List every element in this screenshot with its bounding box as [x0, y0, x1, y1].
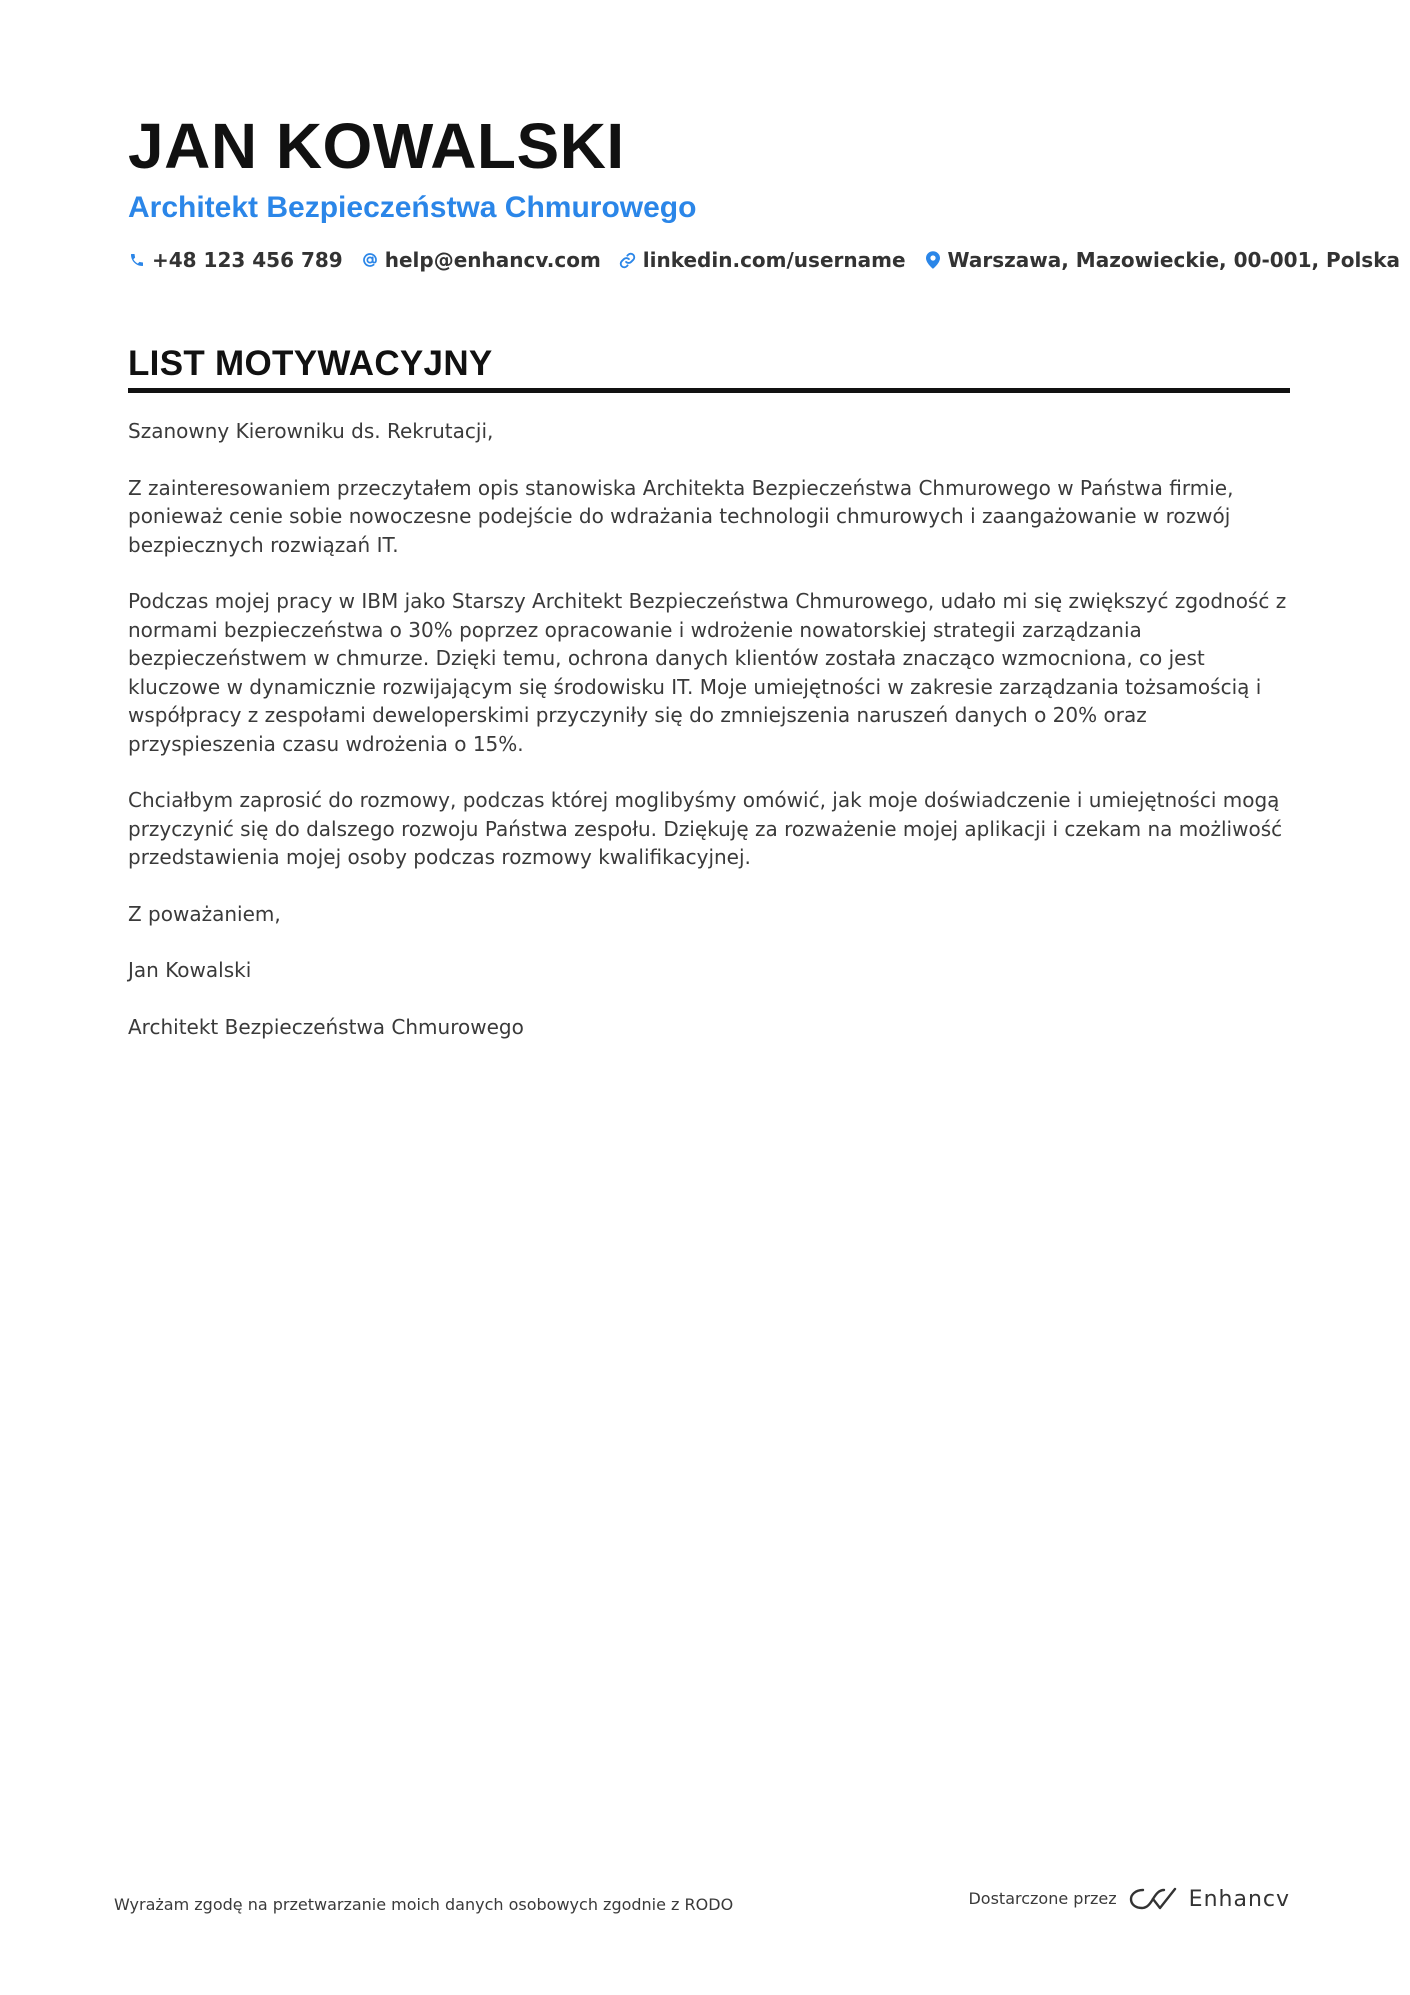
contact-location	[924, 246, 1401, 274]
letter-paragraph-2: Podczas mojej pracy w IBM jako Starszy Architekt Bezpieczeństwa Chmurowego, udało mi się zwiększyć zgodność z normami bezpieczeństwa o 30% poprzez opracowanie i wdrożenie nowatorskiej strategii zarządzania bezpieczeństwem w chmurze. Dzięki temu, ochrona danych klientów została znacząco wzmocniona, co jest kluczowe w dynamicznie rozwijającym się środowisku IT. Moje umiejętności w zakresie zarządzania tożsamością i współpracy z zespołami deweloperskimi przyczyniły się do zmniejszenia naruszeń danych o 20% oraz przyspieszenia czasu wdrożenia o 15%.	[128, 589, 1287, 756]
contact-email	[361, 246, 601, 274]
gdpr-consent-note: Wyrażam zgodę na przetwarzanie moich danych osobowych zgodnie z RODO	[114, 1895, 734, 1914]
letter-paragraph-3: Chciałbym zaprosić do rozmowy, podczas której moglibyśmy omówić, jak moje doświadczenie i umiejętności mogą przyczynić się do dalszego rozwoju Państwa zespołu. Dziękuję za rozważenie mojej aplikacji i czekam na możliwość przedstawienia mojej osoby podczas rozmowy kwalifikacyjnej.	[128, 788, 1283, 869]
powered-by-label: Dostarczone przez	[968, 1889, 1117, 1908]
location-pin-icon	[924, 249, 942, 271]
at-icon	[361, 249, 379, 271]
linkedin-url[interactable]: linkedin.com/username	[642, 248, 906, 272]
applicant-job-title: Architekt Bezpieczeństwa Chmurowego	[128, 191, 697, 224]
phone-icon	[128, 249, 146, 271]
page-content	[128, 108, 1401, 1069]
enhancv-logo-icon	[1129, 1886, 1177, 1912]
contact-linkedin	[619, 246, 906, 274]
signature-name: Jan Kowalski	[128, 958, 252, 982]
letter-paragraph-1: Z zainteresowaniem przeczytałem opis stanowiska Architekta Bezpieczeństwa Chmurowego w Państwa firmie, ponieważ cenie sobie nowoczesne podejście do wdrażania technologii chmurowych i zaangażowanie w rozwój bezpiecznych rozwiązań IT.	[128, 475, 1234, 557]
cover-letter-section	[128, 342, 1290, 1041]
contact-bar	[128, 246, 1401, 274]
email-address[interactable]: help@enhancv.com	[384, 248, 601, 272]
letter-header	[128, 108, 1401, 274]
section-title: LIST MOTYWACYJNY	[128, 344, 493, 383]
section-divider	[128, 388, 1290, 393]
powered-by-badge	[968, 1886, 1290, 1912]
signature-title: Architekt Bezpieczeństwa Chmurowego	[128, 1014, 524, 1039]
applicant-name: JAN KOWALSKI	[128, 110, 625, 182]
phone-number[interactable]: +48 123 456 789	[152, 248, 343, 272]
contact-phone	[128, 246, 343, 274]
letter-salutation: Szanowny Kierowniku ds. Rekrutacji,	[128, 419, 494, 443]
location-text: Warszawa, Mazowieckie, 00-001, Polska	[947, 248, 1401, 272]
link-icon	[619, 249, 637, 271]
letter-body	[128, 417, 1290, 1041]
enhancv-brand-name[interactable]: Enhancv	[1188, 1886, 1290, 1912]
letter-closing: Z poważaniem,	[128, 901, 281, 926]
